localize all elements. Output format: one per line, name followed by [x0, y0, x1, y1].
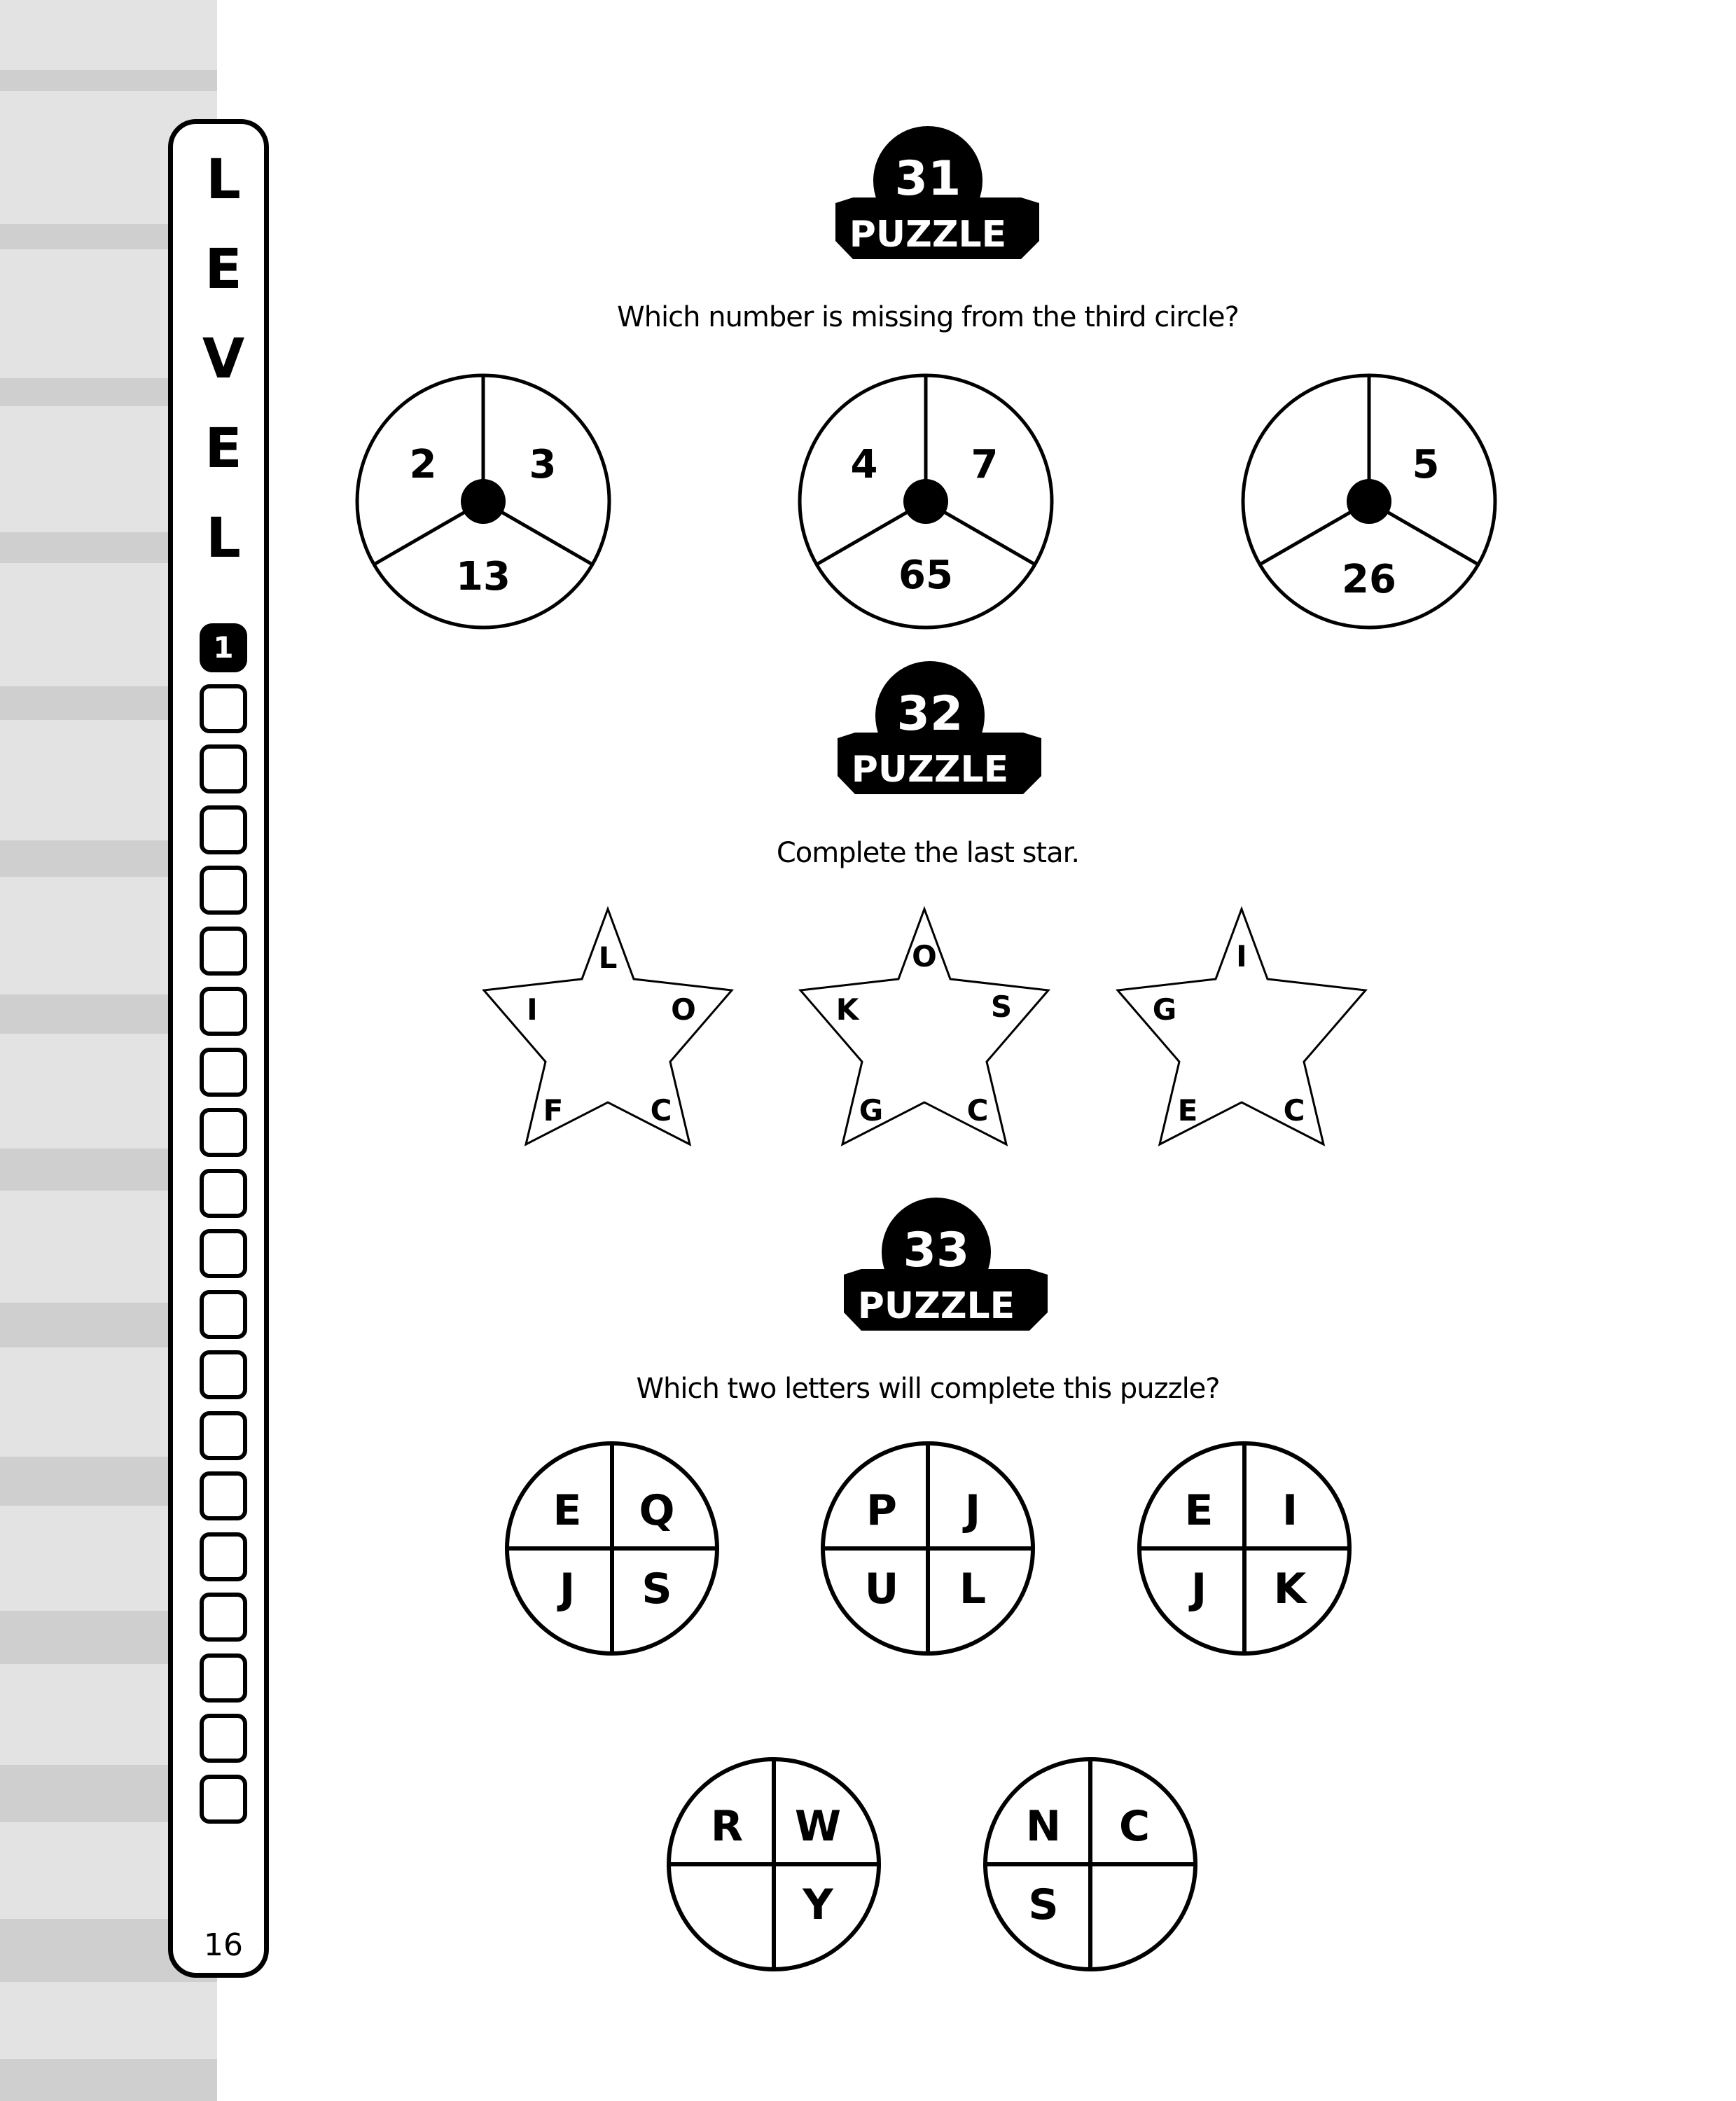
level-letter: L: [206, 507, 241, 570]
pie-circle: [357, 375, 609, 627]
quadrant-bottom-right: Y: [803, 1880, 833, 1929]
quadrant-bottom-right: S: [641, 1565, 672, 1614]
pie-left-value: 2: [409, 442, 437, 487]
quadrant-bottom-left: U: [864, 1565, 899, 1614]
star-right-letter: S: [990, 990, 1013, 1024]
level-letter: V: [202, 328, 245, 391]
star-bottom-right-letter: C: [966, 1093, 989, 1128]
star-top-letter: O: [912, 939, 937, 973]
quadrant-top-right: Q: [639, 1486, 675, 1535]
quadrant-top-left: N: [1025, 1802, 1062, 1851]
star-right-letter: O: [671, 992, 696, 1027]
quadrant-top-left: R: [710, 1802, 744, 1851]
page-number: 16: [204, 1927, 243, 1963]
level-letter: E: [204, 417, 242, 480]
quartered-circle: [507, 1443, 717, 1653]
pie-right-value: 5: [1412, 442, 1440, 487]
star-bottom-left-letter: E: [1177, 1093, 1198, 1128]
pie-left-value: 4: [850, 442, 878, 487]
puzzle-32-badge: [838, 661, 1041, 794]
pie-bottom-value: 26: [1342, 557, 1396, 602]
quadrant-top-right: J: [964, 1486, 981, 1535]
quartered-circle: [1139, 1443, 1349, 1653]
quadrant-top-left: E: [553, 1486, 582, 1535]
letter-star: [484, 909, 732, 1144]
quadrant-bottom-right: K: [1273, 1565, 1307, 1614]
star-bottom-left-letter: F: [543, 1093, 564, 1128]
pie-bottom-value: 65: [898, 553, 953, 598]
current-level-box: 1: [200, 623, 247, 672]
quadrant-top-right: W: [794, 1802, 842, 1851]
quadrant-bottom-left: S: [1028, 1880, 1059, 1929]
level-letter: E: [204, 238, 242, 301]
star-top-letter: L: [598, 941, 618, 975]
puzzle-31-badge: [835, 126, 1039, 259]
puzzle-31-number: 31: [894, 151, 961, 207]
pie-right-value: 3: [529, 442, 557, 487]
quadrant-top-left: E: [1184, 1486, 1214, 1535]
puzzle-32-number: 32: [896, 686, 964, 742]
quartered-circle: [823, 1443, 1033, 1653]
quadrant-bottom-right: L: [959, 1565, 987, 1614]
puzzle-31-label: PUZZLE: [849, 214, 1007, 256]
letter-star: [1118, 909, 1366, 1144]
pie-bottom-value: 13: [456, 554, 511, 599]
quadrant-top-right: C: [1118, 1802, 1151, 1851]
star-bottom-right-letter: C: [650, 1093, 672, 1128]
quadrant-bottom-left: J: [1190, 1565, 1207, 1614]
puzzle-33-number: 33: [903, 1223, 970, 1278]
star-left-letter: K: [835, 992, 859, 1027]
puzzle-33-question: Which two letters will complete this puzzle?: [636, 1373, 1220, 1405]
puzzle-33-badge: [844, 1198, 1048, 1331]
quadrant-bottom-left: J: [559, 1565, 576, 1614]
star-bottom-right-letter: C: [1283, 1093, 1305, 1128]
pie-right-value: 7: [971, 442, 999, 487]
level-letter: L: [206, 148, 241, 212]
quartered-circle: [669, 1759, 879, 1969]
star-left-letter: G: [1152, 992, 1177, 1027]
puzzle-32-label: PUZZLE: [851, 749, 1009, 791]
puzzle-31-question: Which number is missing from the third circle?: [617, 301, 1239, 333]
pie-circle: [800, 375, 1052, 627]
star-bottom-left-letter: G: [859, 1093, 884, 1128]
puzzle-32-question: Complete the last star.: [776, 837, 1080, 869]
quartered-circle: [985, 1759, 1195, 1969]
quadrant-top-left: P: [866, 1486, 897, 1535]
quadrant-top-right: I: [1282, 1486, 1298, 1535]
puzzle-33-label: PUZZLE: [857, 1285, 1015, 1327]
letter-star: [800, 909, 1048, 1144]
star-left-letter: I: [527, 992, 538, 1027]
star-top-letter: I: [1236, 939, 1247, 973]
pie-circle: [1243, 375, 1495, 627]
